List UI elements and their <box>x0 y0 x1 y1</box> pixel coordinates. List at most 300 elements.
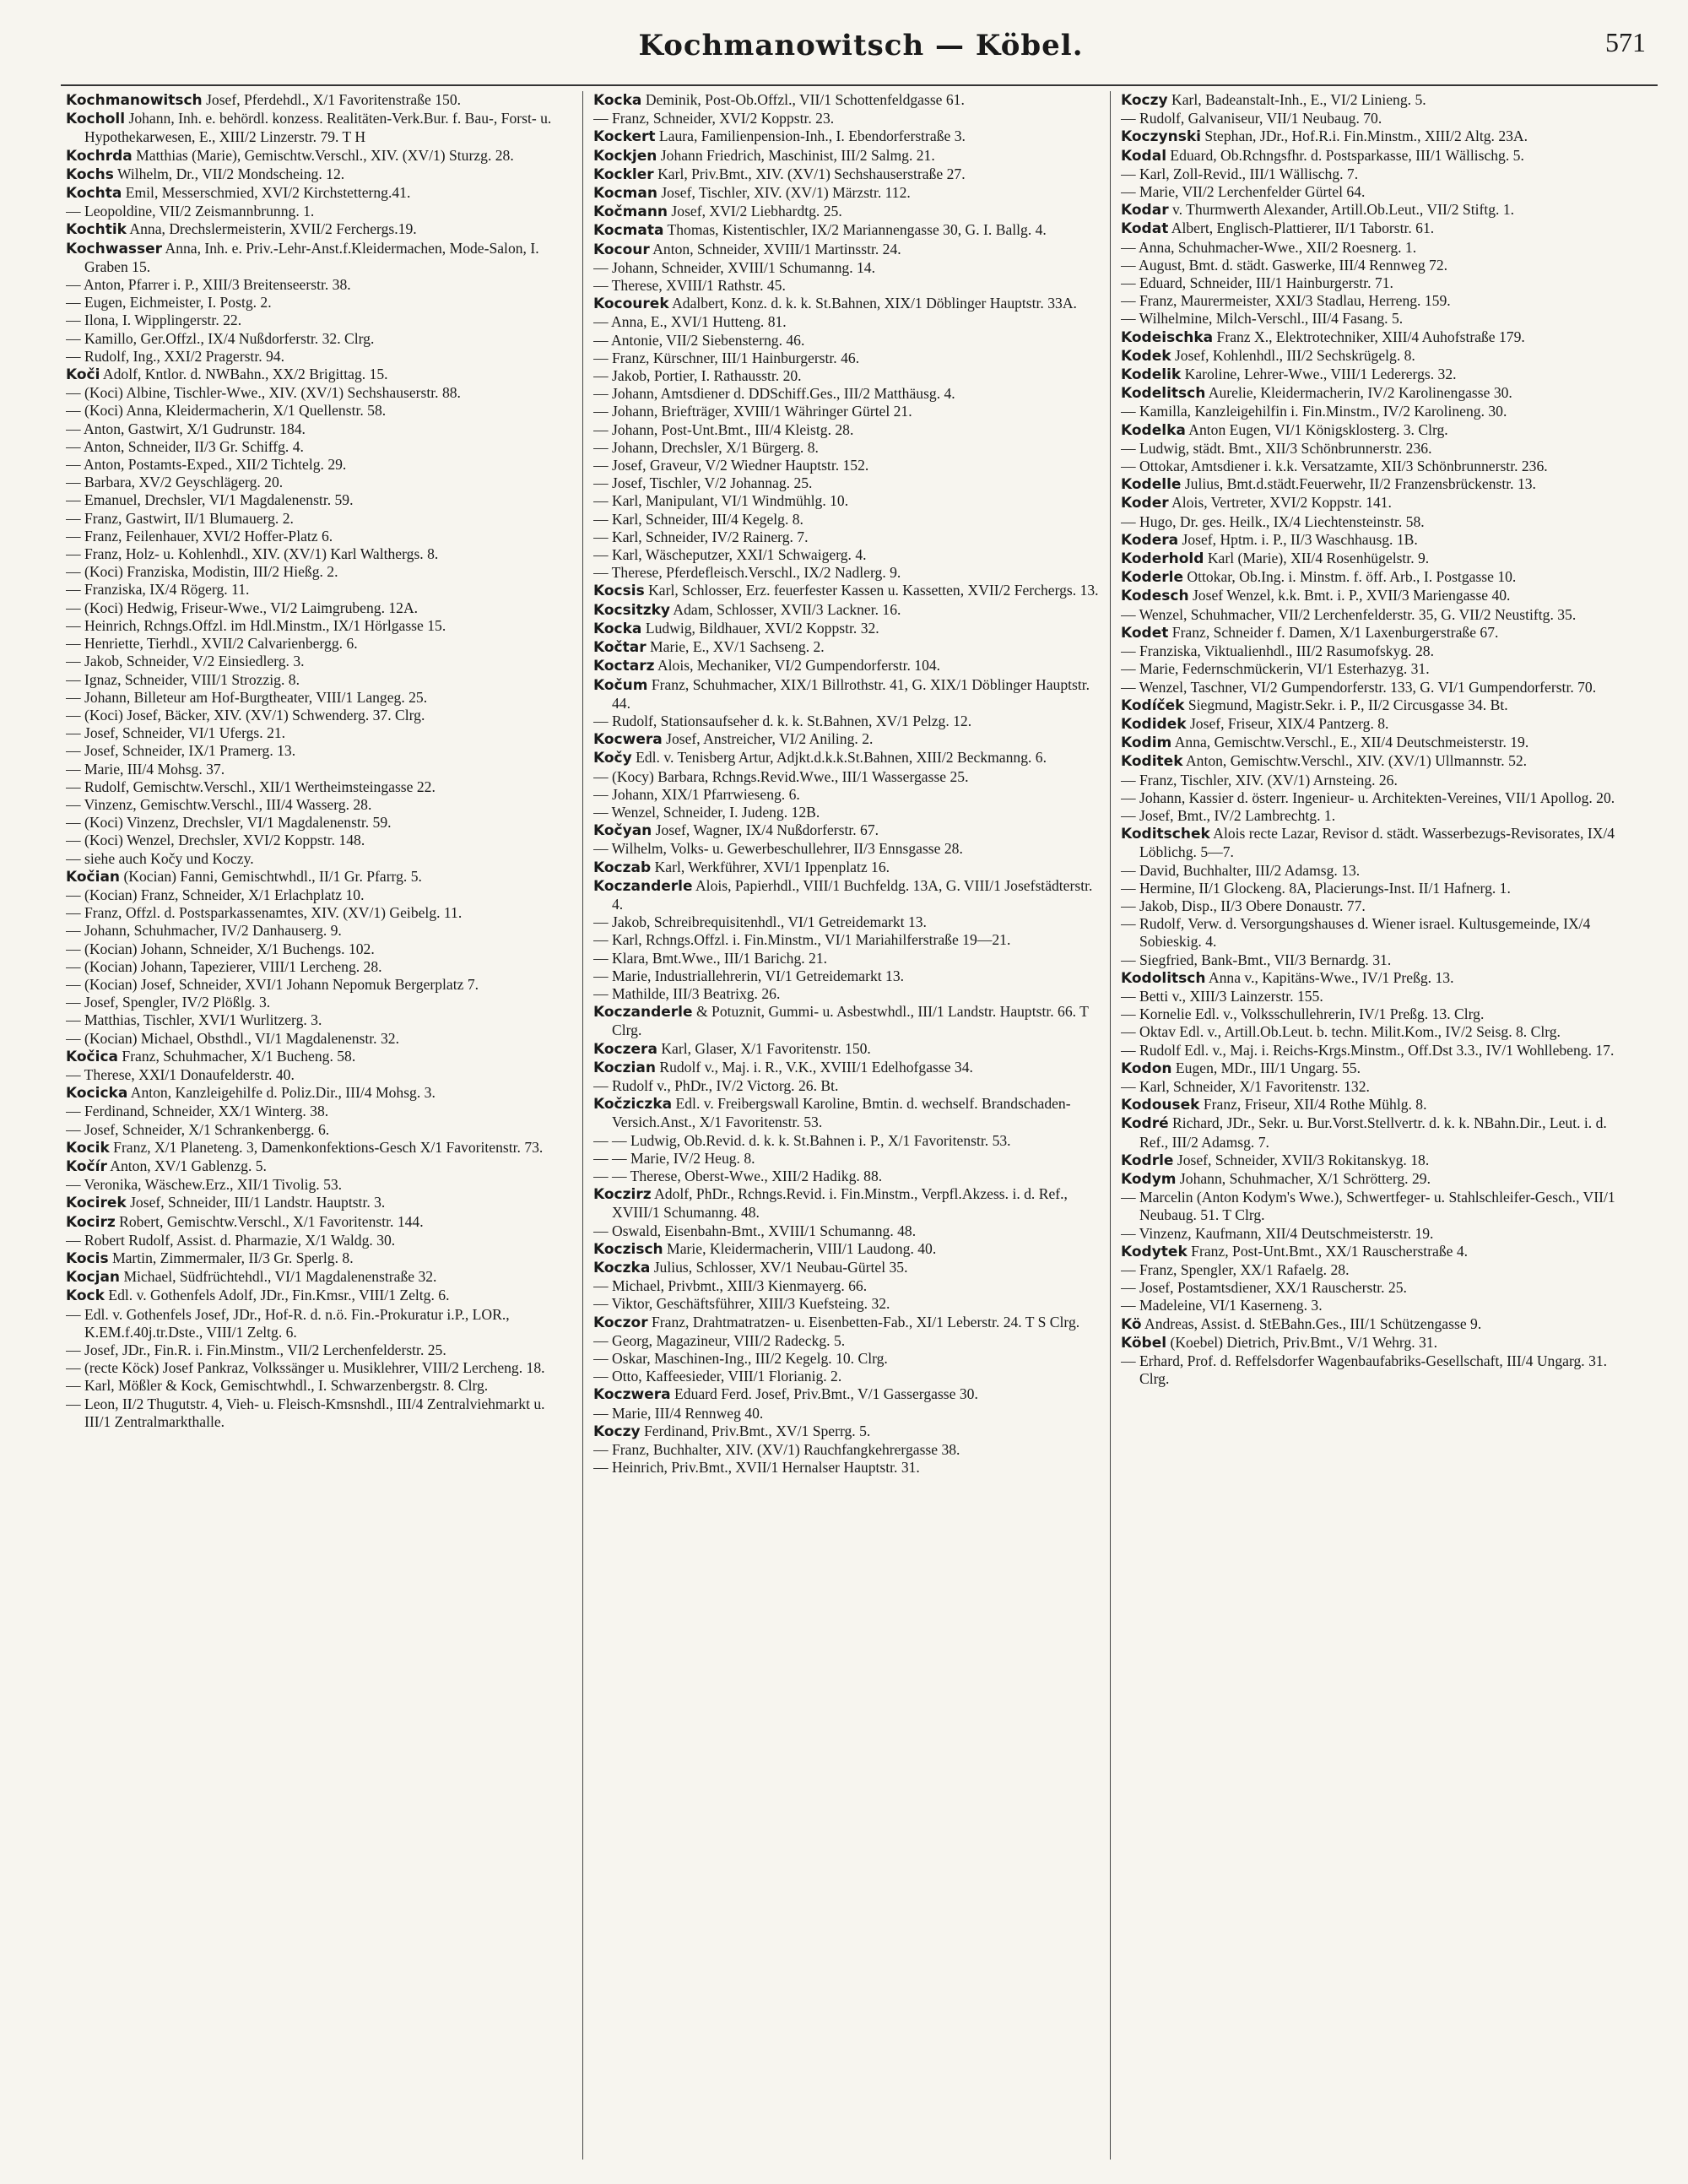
entry-details: Edl. v. Tenisberg Artur, Adjkt.d.k.k.St.Bahnen, XIII/2 Beckmanng. 6. <box>631 749 1047 767</box>
directory-entry <box>1121 969 1627 988</box>
column-3 <box>1121 91 1627 2168</box>
directory-entry <box>593 1168 1100 1185</box>
directory-entry <box>66 294 572 312</box>
entry-details: (Kocian) Fanni, Gemischtwhdl., II/1 Gr. Pfarrg. 5. <box>120 867 422 885</box>
entry-details: — Franziska, IX/4 Rögerg. 11. <box>66 581 250 599</box>
directory-entry <box>593 620 1100 638</box>
entry-details: Julius, Bmt.d.städt.Feuerwehr, II/2 Franzensbrückenstr. 13. <box>1181 475 1536 493</box>
entry-details: — Oswald, Eisenbahn-Bmt., XVIII/1 Schumanng. 48. <box>593 1222 917 1239</box>
directory-entry <box>593 1385 1100 1404</box>
directory-entry <box>593 1441 1100 1459</box>
entry-surname: Koctarz <box>593 658 655 675</box>
directory-entry <box>66 1066 572 1084</box>
entry-details: — Ottokar, Amtsdiener i. k.k. Versatzamte, XII/3 Schönbrunnerstr. 236. <box>1121 458 1548 475</box>
directory-entry <box>1121 772 1627 789</box>
entry-details: — siehe auch Kočy und Koczy. <box>66 849 254 867</box>
entry-details: — Vinzenz, Gemischtw.Verschl., III/4 Wasserg. 28. <box>66 795 372 813</box>
entry-details: — Jakob, Schneider, V/2 Einsiedlerg. 3. <box>66 653 305 670</box>
directory-entry <box>1121 458 1627 475</box>
header-rule <box>61 84 1658 86</box>
entry-details: — Franz, Tischler, XIV. (XV/1) Arnsteing. 26. <box>1121 771 1398 789</box>
directory-entry <box>1121 513 1627 531</box>
entry-details: Karl, Priv.Bmt., XIV. (XV/1) Sechshauserstraße 27. <box>653 165 966 182</box>
entry-details: — Leopoldine, VII/2 Zeismannbrunng. 1. <box>66 203 315 220</box>
directory-entry <box>593 1095 1100 1131</box>
entry-details: — Franz, Buchhalter, XIV. (XV/1) Rauchfangkehrergasse 38. <box>593 1441 960 1459</box>
entry-surname: Kočum <box>593 676 648 694</box>
directory-entry <box>593 859 1100 877</box>
directory-entry <box>66 761 572 778</box>
directory-entry <box>593 165 1100 184</box>
entry-surname: Kodíček <box>1121 696 1185 714</box>
entry-surname: Koczirz <box>593 1186 652 1204</box>
entry-details: — Josef, Bmt., IV/2 Lambrechtg. 1. <box>1121 806 1336 824</box>
entry-details: — Oktav Edl. v., Artill.Ob.Leut. b. techn. Milit.Kom., IV/2 Seisg. 8. Clrg. <box>1121 1023 1561 1041</box>
entry-details: — Antonie, VII/2 Siebensterng. 46. <box>593 331 805 349</box>
entry-details: Marie, Kleidermacherin, VIII/1 Laudong. 40. <box>663 1239 937 1257</box>
directory-entry <box>66 1341 572 1359</box>
directory-entry <box>1121 1170 1627 1189</box>
entry-surname: Kodelle <box>1121 476 1182 494</box>
entry-surname: Kodym <box>1121 1170 1177 1188</box>
directory-entry <box>593 184 1100 203</box>
entry-surname: Kodousek <box>1121 1097 1200 1114</box>
entry-details: Emil, Messerschmied, XVI/2 Kirchstetterng.41. <box>122 184 411 202</box>
directory-entry <box>1121 1152 1627 1170</box>
entry-details: Franz, Post-Unt.Bmt., XX/1 Rauscherstraße 4. <box>1187 1242 1469 1260</box>
entry-surname: Kocourek <box>593 295 669 313</box>
directory-entry <box>66 1139 572 1157</box>
directory-entry <box>1121 825 1627 861</box>
directory-entry <box>66 240 572 276</box>
directory-entry <box>1121 696 1627 715</box>
directory-entry <box>593 91 1100 110</box>
entry-surname: Kocman <box>593 185 657 203</box>
entry-details: Wilhelm, Dr., VII/2 Mondscheing. 12. <box>113 165 345 182</box>
entry-details: — Marie, III/4 Rennweg 40. <box>593 1404 764 1422</box>
directory-entry <box>1121 494 1627 512</box>
entry-surname: Kockjen <box>593 147 657 165</box>
entry-details: — Hermine, II/1 Glockeng. 8A, Placierungs-Inst. II/1 Hafnerg. 1. <box>1121 879 1511 897</box>
entry-details: — (Kocian) Franz, Schneider, X/1 Erlachplatz 10. <box>66 886 365 903</box>
page-number: 571 <box>1605 27 1646 57</box>
directory-entry <box>66 510 572 528</box>
entry-details: v. Thurmwerth Alexander, Artill.Ob.Leut., VII/2 Stiftg. 1. <box>1168 201 1515 219</box>
entry-details: — (Koci) Albine, Tischler-Wwe., XIV. (XV/1) Sechshauserstr. 88. <box>66 384 461 402</box>
directory-entry <box>593 1405 1100 1423</box>
entry-details: — Josef, Schneider, VI/1 Ufergs. 21. <box>66 724 286 742</box>
directory-entry <box>593 295 1100 313</box>
directory-entry <box>66 545 572 563</box>
directory-entry <box>593 1040 1100 1059</box>
directory-entry <box>593 1332 1100 1350</box>
entry-details: — Franz, Feilenhauer, XVI/2 Hoffer-Platz 6. <box>66 527 333 545</box>
entry-details: — Otto, Kaffeesieder, VIII/1 Florianig. 2. <box>593 1368 842 1385</box>
entry-surname: Kochs <box>66 165 114 183</box>
entry-surname: Kočian <box>66 868 121 886</box>
directory-entry <box>593 367 1100 385</box>
entry-details: Josef, Hptm. i. P., II/3 Waschhausg. 1B. <box>1178 530 1418 548</box>
entry-details: — (Koci) Wenzel, Drechsler, XVI/2 Koppstr. 148. <box>66 832 365 849</box>
entry-details: — Wilhelm, Volks- u. Gewerbeschullehrer, II/3 Ennsgasse 28. <box>593 840 963 858</box>
entry-details: — Josef, Schneider, IX/1 Pramerg. 13. <box>66 742 296 760</box>
entry-details: Anton, Kanzleigehilfe d. Poliz.Dir., III/4 Mohsg. 3. <box>127 1084 436 1102</box>
entry-surname: Koderhold <box>1121 550 1204 568</box>
directory-entry <box>593 313 1100 331</box>
directory-entry <box>1121 550 1627 568</box>
entry-surname: Kočziczka <box>593 1096 673 1114</box>
entry-details: — Rudolf Edl. v., Maj. i. Reichs-Krgs.Minstm., Off.Dst 3.3., IV/1 Wohllebeng. 17. <box>1121 1041 1615 1059</box>
entry-surname: Kocour <box>593 241 650 258</box>
directory-entry <box>593 582 1100 600</box>
entry-details: — Anton, Schneider, II/3 Gr. Schiffg. 4. <box>66 437 304 455</box>
entry-surname: Kock <box>66 1287 105 1305</box>
entry-details: — Oskar, Maschinen-Ing., III/2 Kegelg. 10. Clrg. <box>593 1350 888 1368</box>
entry-surname: Kocsis <box>593 583 645 600</box>
entry-details: — Johann, Kassier d. österr. Ingenieur- u. Architekten-Vereines, VII/1 Apollog. 20. <box>1121 789 1615 806</box>
entry-details: Josef, XVI/2 Liebhardtg. 25. <box>668 203 842 220</box>
directory-entry <box>593 385 1100 403</box>
directory-entry <box>66 724 572 742</box>
entry-surname: Kodelik <box>1121 366 1182 384</box>
directory-entry <box>66 778 572 796</box>
directory-entry <box>1121 310 1627 328</box>
entry-details: — Franz, Offzl. d. Postsparkassenamtes, XIV. (XV/1) Geibelg. 11. <box>66 904 463 922</box>
entry-surname: Kochwasser <box>66 240 163 257</box>
entry-details: — Karl, Zoll-Revid., III/1 Wällischg. 7. <box>1121 165 1359 182</box>
entry-details: — (Kocian) Johann, Tapezierer, VIII/1 Lercheng. 28. <box>66 957 382 975</box>
directory-entry <box>1121 347 1627 366</box>
entry-details: — Robert Rudolf, Assist. d. Pharmazie, X/1 Waldg. 30. <box>66 1231 396 1249</box>
entry-surname: Kodat <box>1121 220 1169 238</box>
directory-entry <box>66 1232 572 1249</box>
entry-details: Karl, Werkführer, XVI/1 Ippenplatz 16. <box>651 858 890 875</box>
entry-details: — Karl, Schneider, X/1 Favoritenstr. 132. <box>1121 1077 1370 1095</box>
entry-surname: Koczanderle <box>593 1004 693 1022</box>
entry-details: — Rudolf, Verw. d. Versorgungshauses d. Wiener israel. Kultusgemeinde, IX/4 Sobieskig. 4. <box>1121 915 1591 951</box>
directory-entry <box>593 840 1100 858</box>
entry-surname: Kocjan <box>66 1269 121 1287</box>
entry-details: — Rudolf, Galvaniseur, VII/1 Neubaug. 70. <box>1121 110 1382 127</box>
directory-entry <box>66 958 572 976</box>
entry-details: Adalbert, Konz. d. k. k. St.Bahnen, XIX/1 Döblinger Hauptstr. 33A. <box>668 295 1077 312</box>
directory-entry <box>1121 880 1627 897</box>
directory-entry <box>1121 1279 1627 1297</box>
entry-details: Robert, Gemischtw.Verschl., X/1 Favoritenstr. 144. <box>115 1212 424 1230</box>
entry-details: — David, Buchhalter, III/2 Adamsg. 13. <box>1121 861 1361 879</box>
directory-entry <box>1121 366 1627 384</box>
directory-entry <box>66 276 572 294</box>
directory-entry <box>593 1150 1100 1168</box>
entry-surname: Kočír <box>66 1157 107 1175</box>
directory-entry <box>66 689 572 707</box>
directory-entry <box>66 312 572 329</box>
entry-details: Anna, Inh. e. Priv.-Lehr-Anst.f.Kleidermachen, Mode-Salon, I. Graben 15. <box>84 239 539 275</box>
directory-entry <box>1121 642 1627 660</box>
directory-entry <box>593 601 1100 620</box>
directory-entry <box>66 384 572 402</box>
entry-details: — Erhard, Prof. d. Reffelsdorfer Wagenbaufabriks-Gesellschaft, III/4 Ungarg. 31. Clrg. <box>1121 1352 1608 1388</box>
entry-details: — (Koci) Vinzenz, Drechsler, VI/1 Magdalenenstr. 59. <box>66 814 392 832</box>
directory-entry <box>593 1295 1100 1313</box>
directory-entry <box>1121 421 1627 440</box>
directory-entry <box>593 1185 1100 1222</box>
entry-details: Josef, Pferdehdl., X/1 Favoritenstraße 150. <box>202 91 462 108</box>
directory-entry <box>593 821 1100 840</box>
entry-details: — Marie, VII/2 Lerchenfelder Gürtel 64. <box>1121 183 1366 201</box>
directory-entry <box>593 259 1100 277</box>
entry-details: — Jakob, Portier, I. Rathausstr. 20. <box>593 367 802 385</box>
directory-entry <box>593 713 1100 730</box>
directory-entry <box>1121 807 1627 825</box>
entry-details: — Karl, Mößler & Kock, Gemischtwhdl., I. Schwarzenbergstr. 8. Clrg. <box>66 1377 489 1395</box>
entry-details: — Vinzenz, Kaufmann, XII/4 Deutschmeisterstr. 19. <box>1121 1224 1434 1242</box>
directory-entry <box>66 1030 572 1048</box>
entry-details: Franz, Schuhmacher, X/1 Bucheng. 58. <box>118 1047 356 1065</box>
directory-entry <box>593 749 1100 767</box>
directory-entry <box>66 1249 572 1268</box>
directory-entry <box>593 511 1100 528</box>
entry-details: — Anton, Postamts-Exped., XII/2 Tichtelg. 29. <box>66 456 347 474</box>
directory-entry <box>1121 1225 1627 1243</box>
directory-entry <box>66 940 572 958</box>
entry-details: Edl. v. Gothenfels Adolf, JDr., Fin.Kmsr., VIII/1 Zeltg. 6. <box>104 1287 450 1304</box>
directory-entry <box>593 1222 1100 1240</box>
directory-entry <box>66 147 572 165</box>
entry-details: Alois, Mechaniker, VI/2 Gumpendorferstr. 104. <box>654 657 941 675</box>
directory-entry <box>66 165 572 184</box>
column-2 <box>593 91 1100 2168</box>
entry-details: Eugen, MDr., III/1 Ungarg. 55. <box>1171 1059 1361 1076</box>
directory-entry <box>1121 127 1627 146</box>
entry-details: — Johann, Billeteur am Hof-Burgtheater, VIII/1 Langeg. 25. <box>66 688 428 706</box>
entry-details: Aurelie, Kleidermacherin, IV/2 Karolinengasse 30. <box>1205 384 1512 402</box>
entry-surname: Kockert <box>593 128 656 146</box>
directory-entry <box>1121 1042 1627 1059</box>
directory-entry <box>66 528 572 545</box>
entry-details: — (Koci) Josef, Bäcker, XIV. (XV/1) Schwenderg. 37. Clrg. <box>66 706 425 723</box>
entry-surname: Koczanderle <box>593 877 693 895</box>
directory-entry <box>1121 328 1627 347</box>
directory-entry <box>66 220 572 239</box>
entry-details: Anton Eugen, VI/1 Königsklosterg. 3. Clrg. <box>1185 420 1448 438</box>
entry-surname: Kočyan <box>593 822 652 840</box>
entry-details: — Therese, XVIII/1 Rathstr. 45. <box>593 277 786 295</box>
directory-entry <box>66 671 572 689</box>
directory-entry <box>593 474 1100 492</box>
entry-details: Albert, Englisch-Plattierer, II/1 Taborstr. 61. <box>1168 219 1435 237</box>
directory-entry <box>1121 1114 1627 1151</box>
directory-entry <box>1121 1334 1627 1352</box>
directory-entry <box>593 241 1100 259</box>
directory-entry <box>1121 1297 1627 1314</box>
entry-surname: Koči <box>66 366 100 384</box>
entry-details: Anton, Gemischtw.Verschl., XIV. (XV/1) Ullmannstr. 52. <box>1182 752 1528 770</box>
entry-surname: Kocholl <box>66 111 126 128</box>
entry-surname: Koczisch <box>593 1240 663 1258</box>
directory-entry <box>66 581 572 599</box>
entry-details: Karl, Schlosser, Erz. feuerfester Kassen u. Kassetten, XVII/2 Ferchergs. 13. <box>644 582 1099 599</box>
directory-entry <box>593 1350 1100 1368</box>
directory-entry <box>1121 219 1627 238</box>
directory-entry <box>1121 587 1627 605</box>
directory-entry <box>593 546 1100 564</box>
directory-entry <box>66 635 572 653</box>
entry-surname: Koczy <box>593 1423 641 1440</box>
entry-surname: Kodon <box>1121 1059 1172 1077</box>
entry-details: Ottokar, Ob.Ing. i. Minstm. f. öff. Arb., I. Postgasse 10. <box>1183 568 1517 586</box>
directory-entry <box>66 1048 572 1066</box>
entry-surname: Kočy <box>593 750 632 767</box>
entry-details: — (Kocian) Johann, Schneider, X/1 Buchengs. 102. <box>66 940 375 957</box>
directory-entry <box>1121 752 1627 771</box>
entry-details: — Jakob, Disp., II/3 Obere Donaustr. 77. <box>1121 897 1366 914</box>
entry-surname: Kodar <box>1121 202 1169 219</box>
entry-details: Johann Friedrich, Maschinist, III/2 Salmg. 21. <box>657 146 935 164</box>
entry-details: — (Kocian) Michael, Obsthdl., VI/1 Magdalenenstr. 32. <box>66 1029 399 1047</box>
entry-surname: Kodré <box>1121 1115 1169 1133</box>
entry-details: — Anna, Schuhmacher-Wwe., XII/2 Roesnerg. 1. <box>1121 238 1417 256</box>
entry-surname: Kočmann <box>593 203 668 221</box>
directory-entry <box>66 850 572 868</box>
entry-surname: Kocwera <box>593 731 663 749</box>
entry-details: — Josef, Postamtsdiener, XX/1 Rauscherstr. 25. <box>1121 1279 1407 1297</box>
entry-surname: Kodera <box>1121 531 1179 549</box>
entry-surname: Kodytek <box>1121 1243 1188 1260</box>
entry-details: Josef, Schneider, XVII/3 Rokitanskyg. 18. <box>1173 1151 1430 1168</box>
entry-surname: Kocicka <box>66 1085 128 1103</box>
entry-details: — Franziska, Viktualienhdl., III/2 Rasumofskyg. 28. <box>1121 642 1434 660</box>
directory-entry <box>66 1103 572 1120</box>
directory-entry <box>1121 257 1627 274</box>
entry-surname: Koczwera <box>593 1386 671 1404</box>
directory-entry <box>593 1077 1100 1095</box>
directory-entry <box>593 528 1100 546</box>
entry-surname: Koczera <box>593 1040 657 1058</box>
directory-entry <box>1121 475 1627 494</box>
entry-details: — Marie, III/4 Mohsg. 37. <box>66 760 225 778</box>
entry-details: — Marie, Federnschmückerin, VI/1 Esterhazyg. 31. <box>1121 660 1430 678</box>
directory-entry <box>1121 734 1627 752</box>
entry-details: Johann, Inh. e. behördl. konzess. Realitäten-Verk.Bur. f. Bau-, Forst- u. Hypothekarwesen, E., XIII/2 Linzerstr. 79. T H <box>84 110 552 146</box>
directory-entry <box>593 804 1100 821</box>
entry-details: Rudolf v., Maj. i. R., V.K., XVIII/1 Edelhofgasse 34. <box>655 1058 973 1076</box>
entry-details: — Ferdinand, Schneider, XX/1 Winterg. 38. <box>66 1103 329 1120</box>
entry-details: — Eduard, Schneider, III/1 Hainburgerstr. 71. <box>1121 274 1393 292</box>
entry-details: — Franz, Gastwirt, II/1 Blumauerg. 2. <box>66 509 294 527</box>
directory-entry <box>66 348 572 366</box>
directory-entry <box>593 657 1100 675</box>
directory-entry <box>66 707 572 724</box>
entry-surname: Kodelka <box>1121 421 1186 439</box>
directory-entry <box>593 403 1100 420</box>
directory-entry <box>66 1287 572 1305</box>
entry-details: — Franz, Holz- u. Kohlenhdl., XIV. (XV/1) Karl Walthergs. 8. <box>66 545 439 563</box>
directory-entry <box>593 1368 1100 1385</box>
entry-details: — Leon, II/2 Thugutstr. 4, Vieh- u. Fleisch-Kmsnshdl., III/4 Zentralviehmarkt u. III/1 Zentralmarkthalle. <box>66 1395 545 1430</box>
entry-details: — Josef, Graveur, V/2 Wiedner Hauptstr. 152. <box>593 457 869 474</box>
entry-details: — Karl, Manipulant, VI/1 Windmühlg. 10. <box>593 492 849 510</box>
entry-details: — Rudolf, Ing., XXI/2 Pragerstr. 94. <box>66 347 284 365</box>
directory-entry <box>593 730 1100 749</box>
entry-details: — Karl, Wäscheputzer, XXI/1 Schwaigerg. 4. <box>593 546 867 564</box>
column-1 <box>66 91 572 2168</box>
entry-surname: Kodim <box>1121 734 1172 752</box>
entry-details: — Marie, Industriallehrerin, VI/1 Getreidemarkt 13. <box>593 967 905 984</box>
directory-entry <box>1121 606 1627 624</box>
entry-details: — Anton, Pfarrer i. P., XIII/3 Breitenseerstr. 38. <box>66 276 351 294</box>
directory-entry <box>593 147 1100 165</box>
entry-details: Anna v., Kapitäns-Wwe., IV/1 Preßg. 13. <box>1205 968 1454 986</box>
directory-entry <box>1121 201 1627 219</box>
entry-details: — Johann, XIX/1 Pfarrwieseng. 6. <box>593 785 800 803</box>
directory-entry <box>593 492 1100 510</box>
directory-entry <box>593 676 1100 713</box>
directory-entry <box>1121 1059 1627 1078</box>
entry-details: Edl. v. Freibergswall Karoline, Bmtin. d. wechself. Brandschaden-Versich.Anst., X/1 Favoritenstr. 53. <box>612 1095 1071 1131</box>
directory-entry <box>593 950 1100 967</box>
entry-surname: Kocik <box>66 1139 110 1157</box>
entry-surname: Kochtik <box>66 221 127 239</box>
entry-details: — Franz, Kürschner, III/1 Hainburgerstr. 46. <box>593 349 860 366</box>
entry-details: Franz, Schneider f. Damen, X/1 Laxenburgerstraße 67. <box>1168 623 1499 641</box>
directory-entry <box>593 439 1100 457</box>
entry-details: — Rudolf, Gemischtw.Verschl., XII/1 Wertheimsteingasse 22. <box>66 778 436 795</box>
entry-details: Karoline, Lehrer-Wwe., VIII/1 Lederergs. 32. <box>1181 366 1457 383</box>
entry-details: — Wenzel, Taschner, VI/2 Gumpendorferstr. 133, G. VI/1 Gumpendorferstr. 70. <box>1121 678 1597 696</box>
entry-details: — (Kocian) Josef, Schneider, XVI/1 Johann Nepomuk Bergerplatz 7. <box>66 975 479 993</box>
entry-details: — Eugen, Eichmeister, I. Postg. 2. <box>66 294 272 312</box>
entry-surname: Koczor <box>593 1314 648 1331</box>
entry-details: — Rudolf, Stationsaufseher d. k. k. St.Bahnen, XV/1 Pelzg. 12. <box>593 712 972 729</box>
entry-details: — (Kocy) Barbara, Rchngs.Revid.Wwe., III/1 Wassergasse 25. <box>593 767 969 785</box>
directory-entry <box>593 1314 1100 1332</box>
entry-details: — Wenzel, Schuhmacher, VII/2 Lerchenfelderstr. 35, G. VII/2 Neustiftg. 35. <box>1121 605 1577 623</box>
entry-details: — Johann, Drechsler, X/1 Bürgerg. 8. <box>593 438 819 456</box>
directory-entry <box>66 1194 572 1212</box>
entry-details: Karl (Marie), XII/4 Rosenhügelstr. 9. <box>1204 550 1430 567</box>
entry-details: — Ignaz, Schneider, VIII/1 Strozzig. 8. <box>66 670 300 688</box>
directory-entry <box>66 814 572 832</box>
entry-details: — Mathilde, III/3 Beatrixg. 26. <box>593 984 781 1002</box>
entry-details: Laura, Familienpension-Inh., I. Ebendorferstraße 3. <box>655 127 966 145</box>
entry-surname: Kö <box>1121 1315 1142 1333</box>
entry-details: Josef Wenzel, k.k. Bmt. i. P., XVII/3 Mariengasse 40. <box>1188 587 1511 604</box>
directory-entry <box>593 1277 1100 1295</box>
entry-surname: Kocka <box>593 92 642 109</box>
entry-details: Franz, Schuhmacher, XIX/1 Billrothstr. 41, G. XIX/1 Döblinger Hauptstr. 44. <box>612 675 1090 712</box>
entry-details: — Wilhelmine, Milch-Verschl., III/4 Fasang. 5. <box>1121 310 1404 328</box>
entry-details: — (Koci) Anna, Kleidermacherin, X/1 Quellenstr. 58. <box>66 402 387 420</box>
entry-surname: Koczynski <box>1121 128 1201 146</box>
entry-details: Josef, Friseur, XIX/4 Pantzerg. 8. <box>1186 714 1389 732</box>
directory-entry <box>66 1157 572 1176</box>
entry-details: — Ludwig, städt. Bmt., XII/3 Schönbrunnerstr. 236. <box>1121 439 1432 457</box>
entry-surname: Kocirek <box>66 1195 127 1212</box>
column-divider <box>1110 91 1111 2160</box>
entry-surname: Koderle <box>1121 569 1183 587</box>
directory-entry <box>66 203 572 220</box>
entry-details: — Edl. v. Gothenfels Josef, JDr., Hof-R. d. n.ö. Fin.-Prokuratur i.P., LOR., K.EM.f.40j.tr.Dste., VIII/1 Zeltg. 6. <box>66 1305 510 1341</box>
entry-details: Franz, Friseur, XII/4 Rothe Mühlg. 8. <box>1199 1096 1427 1114</box>
directory-entry <box>593 1240 1100 1259</box>
entry-details: Johann, Schuhmacher, X/1 Schrötterg. 29. <box>1176 1169 1431 1187</box>
entry-surname: Koczian <box>593 1059 656 1076</box>
entry-details: Adolf, PhDr., Rchngs.Revid. i. Fin.Minstm., Verpfl.Akzess. i. d. Ref., XVIII/1 Schumanng. 48. <box>612 1185 1068 1222</box>
directory-entry <box>1121 1189 1627 1224</box>
directory-entry <box>66 653 572 670</box>
entry-details: — Heinrich, Priv.Bmt., XVII/1 Hernalser Hauptstr. 31. <box>593 1459 920 1477</box>
